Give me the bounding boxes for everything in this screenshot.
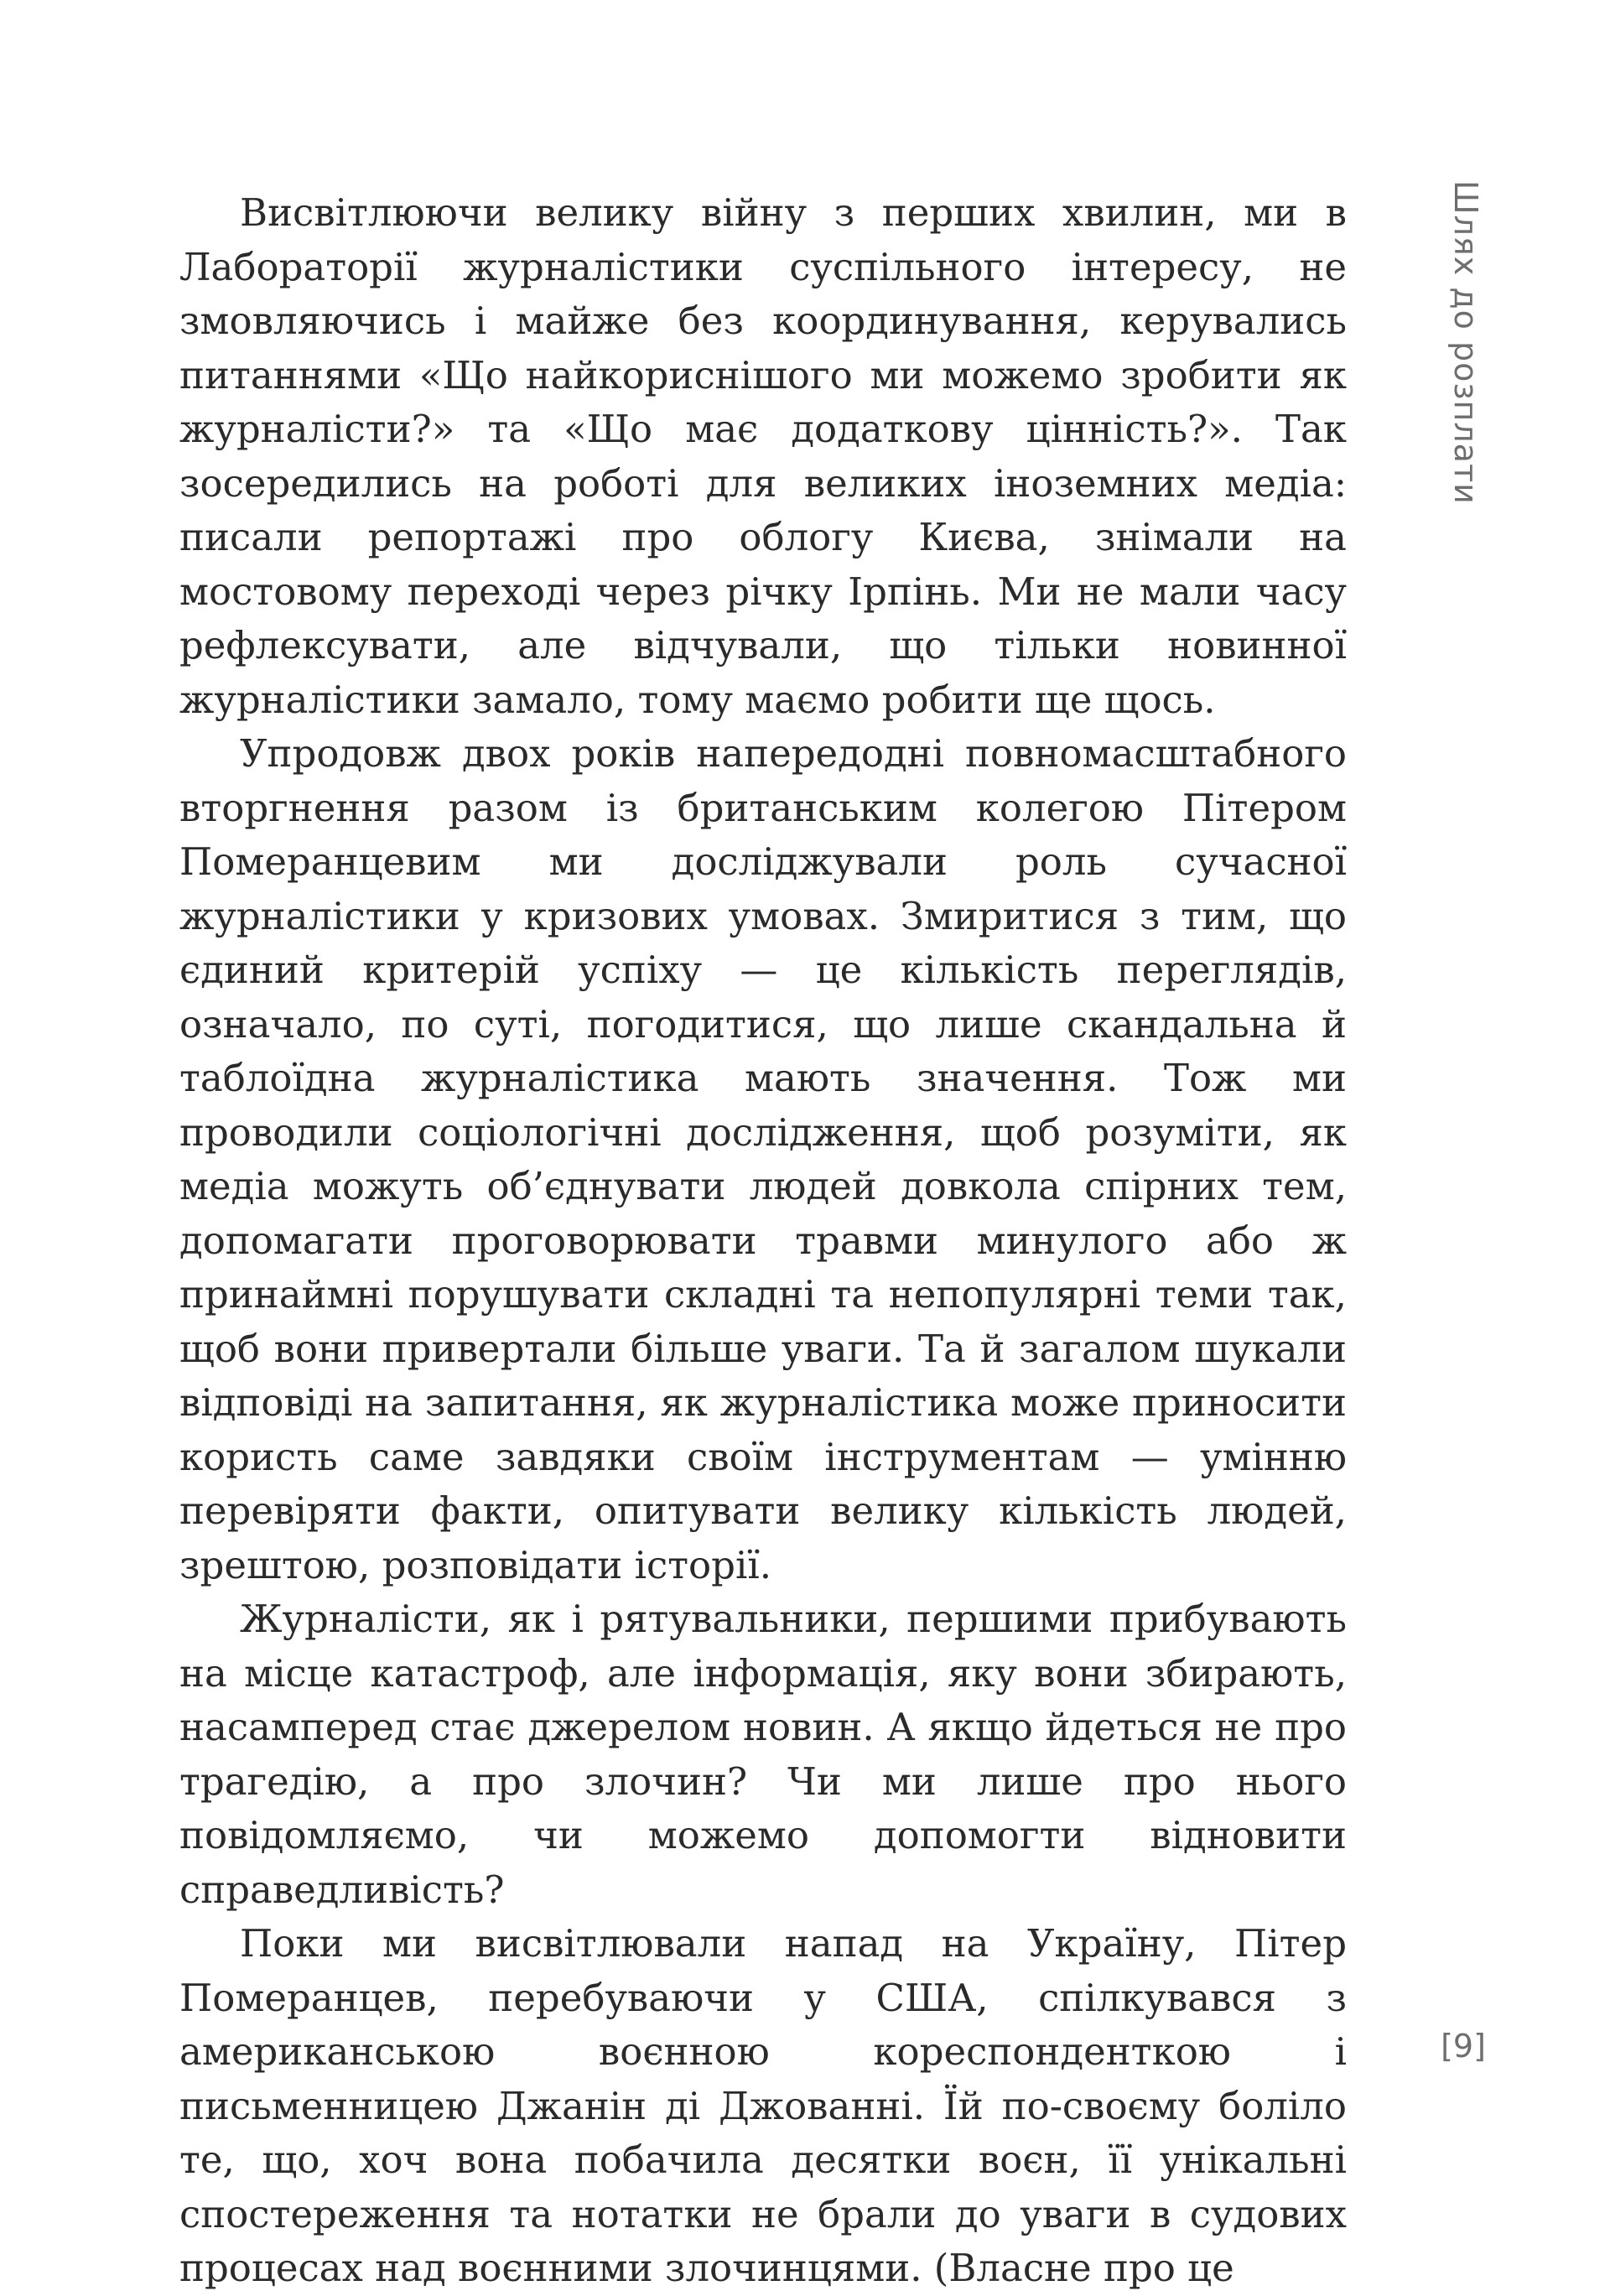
paragraph-2: Упродовж двох років напередодні повномасштабного вторгнення разом із британським колегою Пітером Померанцевим ми досліджували роль сучасної журналістики у кризових умовах. Змиритися з тим, що єдиний критерій успіху — це кількість переглядів, означало, по суті, погодитися, що лише скандальна й таблоїдна журналістика мають значення. Тож ми проводили соціологічні дослідження, щоб розуміти, як медіа можуть об’єднувати людей довкола спірних тем, допомагати проговорювати травми минулого або ж принаймні порушувати складні та непопулярні теми так, щоб вони привертали більше уваги. Та й загалом шукали відповіді на запитання, як журналістика може приносити користь саме завдяки своїм інструментам — умінню перевіряти факти, опитувати велику кількість людей, зрештою, розповідати історії. bbox=[179, 731, 1347, 1587]
paragraph-3: Журналісти, як і рятувальники, першими прибувають на місце катастроф, але інформація, яку вони збирають, насамперед стає джерелом новин. А якщо йдеться не про трагедію, а про злочин? Чи ми лише про нього повідомляємо, чи можемо допомогти відновити справедливість? bbox=[179, 1597, 1347, 1912]
paragraph-1: Висвітлюючи велику війну з перших хвилин, ми в Лабораторії журналістики суспільного інтересу, не змовляючись і майже без координування, керувались питаннями «Що найкориснішого ми можемо зробити як журналісти?» та «Що має додаткову цінність?». Так зосередились на роботі для великих іноземних медіа: писали репортажі про облогу Києва, знімали на мостовому переході через річку Ірпінь. Ми не мали часу рефлексувати, але відчували, що тільки новинної журналістики замало, тому маємо робити ще щось. bbox=[179, 190, 1347, 722]
running-head-text: Шлях до розплати bbox=[1447, 180, 1484, 505]
page-number: [9] bbox=[1441, 2028, 1486, 2065]
running-head bbox=[1441, 180, 1491, 505]
paragraph-4: Поки ми висвітлювали напад на Україну, Пітер Померанцев, перебуваючи у США, спілкувався з американською воєнною кореспонденткою і письменницею Джанін ді Джованні. Їй по-своєму боліло те, що, хоч вона побачила десятки воєн, її унікальні спостереження та нотатки не брали до уваги в судових процесах над воєнними злочинцями. (Власне про це bbox=[179, 1921, 1347, 2290]
body-text bbox=[179, 186, 1347, 2296]
